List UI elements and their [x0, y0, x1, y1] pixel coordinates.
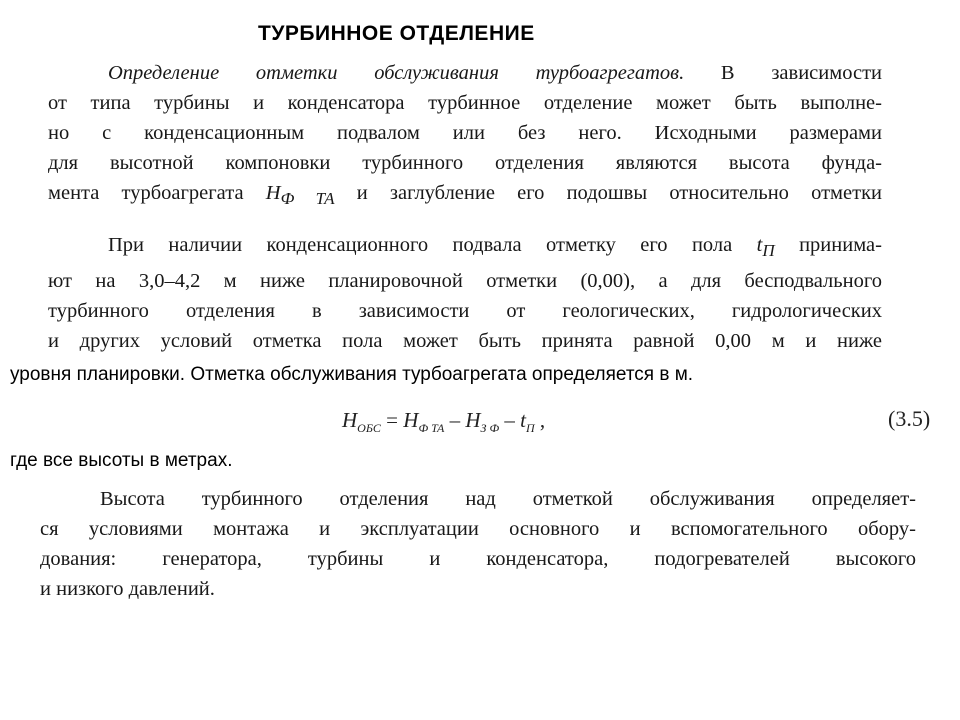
formula-operator: –	[499, 408, 521, 432]
paragraph-line: ют на 3,0–4,2 м ниже планировочной отметки (0,00), а для бесподвального	[48, 270, 882, 293]
italic-lead: Определение отметки обслуживания турбоагрегатов.	[108, 62, 685, 84]
paragraph-service-level-definition	[48, 58, 882, 214]
heights-note-line: где все высоты в метрах.	[10, 450, 233, 471]
line-text: и заглубление его подошвы относительно отметки	[334, 182, 883, 204]
paragraph-line	[48, 178, 882, 214]
equation-number: (3.5)	[888, 406, 931, 431]
paragraph-line	[48, 58, 882, 88]
formula-tail: ,	[534, 408, 546, 432]
paragraph-line: от типа турбины и конденсатора турбинное отделение может быть выполне-	[48, 92, 882, 114]
paragraph-line: и низкого давлений.	[40, 578, 215, 600]
symbol-subscript: П	[762, 241, 775, 261]
paragraph-line: турбинного отделения в зависимости от геологических, гидрологических	[48, 300, 882, 323]
formula-symbol: t	[520, 408, 526, 432]
paragraph-condenser-basement	[48, 230, 882, 356]
paragraph-line: ся условиями монтажа и эксплуатации основного и вспомогательного обору-	[40, 518, 916, 540]
line-text: При наличии конденсационного подвала отметку его пола	[108, 234, 757, 256]
formula-symbol: H	[465, 408, 481, 432]
formula-subscript: З Ф	[480, 421, 500, 436]
symbol-t: t	[756, 234, 763, 256]
paragraph-line: но с конденсационным подвалом или без него. Исходными размерами	[48, 122, 882, 144]
paragraph-line: Высота турбинного отделения над отметкой обслуживания определяет-	[100, 488, 916, 510]
line-text: принима-	[774, 234, 882, 256]
formula-service-level	[342, 408, 545, 436]
formula-symbol: H	[403, 408, 419, 432]
formula-subscript: П	[525, 421, 535, 436]
formula-subscript: ОБС	[357, 421, 381, 436]
formula-symbol: H	[342, 408, 358, 432]
paragraph-line: для высотной компоновки турбинного отделения являются высота фунда-	[48, 152, 882, 174]
paragraph-hall-height	[40, 484, 916, 604]
formula-subscript: Ф ТА	[418, 421, 445, 436]
line-text: мента турбоагрегата	[48, 182, 266, 204]
paragraph-line: и других условий отметка пола может быть принята равной 0,00 м и ниже	[48, 330, 882, 353]
paragraph-line	[48, 230, 882, 266]
symbol-subscript: Ф ТА	[280, 189, 335, 209]
planning-level-line: уровня планировки. Отметка обслуживания турбоагрегата определяется в м.	[10, 364, 694, 385]
page-title: ТУРБИННОЕ ОТДЕЛЕНИЕ	[258, 22, 535, 45]
lead-rest: В зависимости	[684, 62, 883, 84]
formula-operator: =	[380, 408, 404, 432]
paragraph-line: дования: генератора, турбины и конденсатора, подогревателей высокого	[40, 548, 916, 570]
formula-operator: –	[444, 408, 466, 432]
symbol-h: H	[265, 182, 281, 204]
